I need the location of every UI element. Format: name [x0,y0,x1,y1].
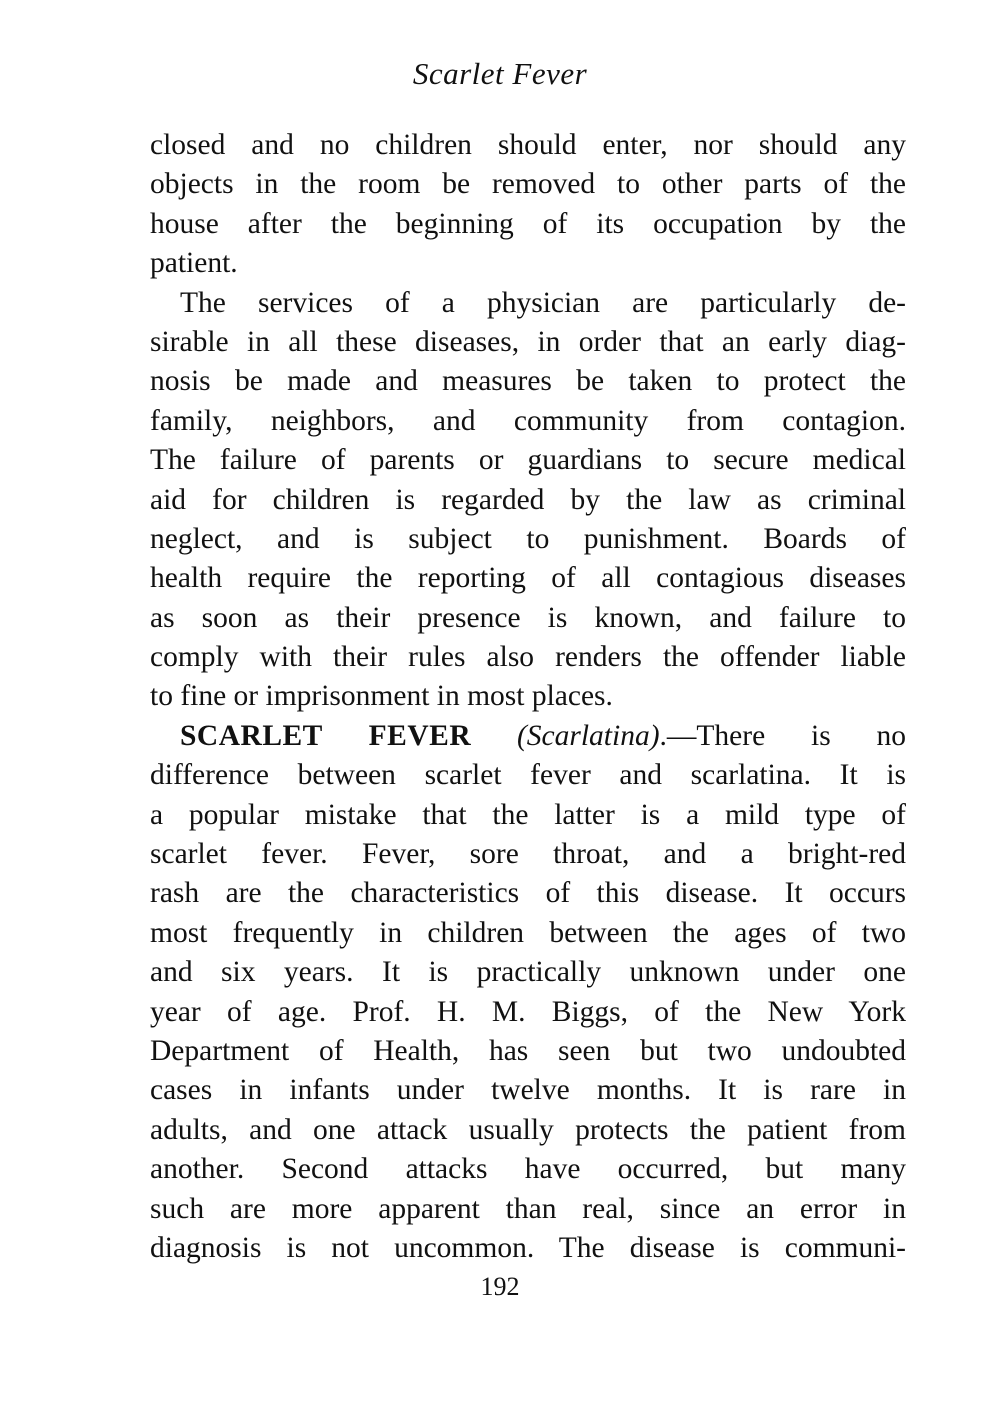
text-line: sirable in all these diseases, in order that an early diag- [150,325,906,358]
text-line: rash are the characteristics of this disease. It occurs [150,877,906,910]
text-line: Department of Health, has seen but two undoubted [150,1034,906,1067]
text-line: health require the reporting of all contagious diseases [150,562,906,595]
paragraph-3 [150,717,906,1268]
paragraph-1 [150,126,906,284]
section-heading-line [150,717,906,756]
text-line: neglect, and is subject to punishment. Boards of [150,522,906,555]
page-number: 192 [480,1272,520,1301]
text-line: diagnosis is not uncommon. The disease is communi- [150,1231,906,1264]
text-line: comply with their rules also renders the offender liable [150,641,906,674]
text-line: The services of a physician are particularly de- [180,286,906,319]
text-line: family, neighbors, and community from contagion. [150,404,906,437]
text-line: The failure of parents or guardians to secure medical [150,444,906,477]
section-heading-latin: (Scarlatina) [516,719,660,752]
text-line: adults, and one attack usually protects the patient from [150,1113,906,1146]
section-heading: SCARLET FEVER [180,719,472,752]
running-head: Scarlet Fever [412,56,588,91]
text-line: to fine or imprisonment in most places. [150,680,613,713]
paragraph-2 [150,284,906,717]
text-line: aid for children is regarded by the law as criminal [150,483,906,516]
text-line: house after the beginning of its occupation by the [150,207,906,240]
text-line: a popular mistake that the latter is a mild type of [150,798,906,831]
body-text [150,126,906,1268]
text-line: year of age. Prof. H. M. Biggs, of the New York [150,995,906,1028]
text-line-rest: .—There is no [659,719,906,752]
text-line: as soon as their presence is known, and failure to [150,601,906,634]
text-line: closed and no children should enter, nor should any [150,129,906,161]
text-line: such are more apparent than real, since an error in [150,1192,906,1225]
text-line: nosis be made and measures be taken to protect the [150,365,906,398]
text-line: cases in infants under twelve months. It is rare in [150,1074,906,1107]
text-line: difference between scarlet fever and scarlatina. It is [150,759,906,792]
text-line: objects in the room be removed to other parts of the [150,168,906,201]
text-line: scarlet fever. Fever, sore throat, and a bright-red [150,838,906,871]
text-line: and six years. It is practically unknown under one [150,956,906,989]
text-line: patient. [150,247,238,280]
text-line: most frequently in children between the ages of two [150,916,906,949]
text-line: another. Second attacks have occurred, but many [150,1153,906,1186]
